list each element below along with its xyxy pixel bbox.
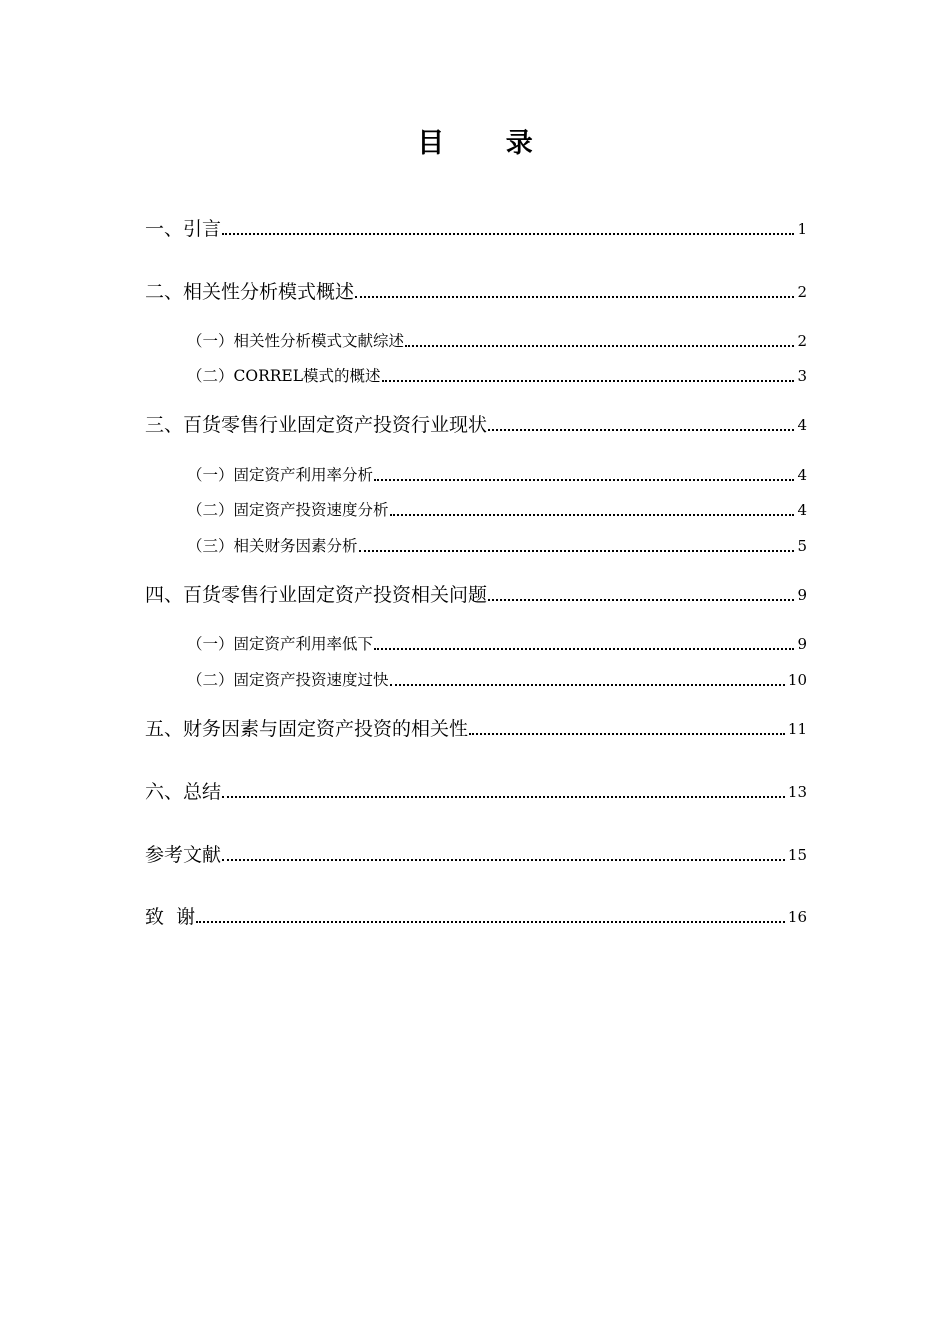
toc-leader-dots — [488, 598, 794, 601]
toc-entry-page: 3 — [797, 367, 807, 385]
toc-entry-page: 4 — [797, 416, 807, 434]
toc-leader-dots — [469, 732, 785, 735]
toc-leader-dots — [488, 428, 794, 431]
toc-entry-label: 二、相关性分析模式概述 — [145, 281, 355, 303]
toc-leader-dots — [222, 795, 785, 798]
toc-leader-dots — [222, 858, 785, 861]
toc-entry-label: （三）相关财务因素分析 — [187, 537, 358, 555]
toc-entry[interactable] — [145, 578, 807, 608]
toc-leader-dots — [196, 920, 785, 923]
toc-entry-label: 四、百货零售行业固定资产投资相关问题 — [145, 584, 488, 606]
toc-entry-page: 1 — [797, 220, 807, 238]
toc-entry-page: 2 — [797, 283, 807, 301]
toc-entry-label: （二）固定资产投资速度分析 — [187, 501, 389, 519]
toc-leader-dots — [355, 295, 794, 298]
toc-entry[interactable] — [145, 712, 807, 742]
toc-entry-page: 15 — [787, 846, 807, 864]
toc-leader-dots — [390, 513, 795, 516]
toc-entry-label: （二）固定资产投资速度过快 — [187, 671, 389, 689]
toc-entry-page: 5 — [797, 537, 807, 555]
toc-entry-label: 三、百货零售行业固定资产投资行业现状 — [145, 414, 488, 436]
toc-leader-dots — [382, 379, 795, 382]
toc-entry[interactable] — [145, 900, 807, 930]
toc-entry-page: 16 — [787, 908, 807, 926]
toc-entry-page: 13 — [787, 783, 807, 801]
toc-entry[interactable] — [187, 359, 807, 389]
toc-entry[interactable] — [145, 212, 807, 242]
toc-leader-dots — [390, 683, 785, 686]
toc-entry[interactable] — [187, 529, 807, 559]
toc-entry-label: 五、财务因素与固定资产投资的相关性 — [145, 718, 469, 740]
toc-entry[interactable] — [187, 324, 807, 354]
toc-leader-dots — [405, 344, 794, 347]
toc-entry-page: 4 — [797, 501, 807, 519]
toc-entry-label: 参考文献 — [145, 844, 222, 866]
toc-entry[interactable] — [145, 838, 807, 868]
toc-entry-label: （二）CORREL模式的概述 — [187, 367, 381, 385]
toc-entry-page: 4 — [797, 466, 807, 484]
toc-entry-page: 9 — [797, 586, 807, 604]
toc-leader-dots — [374, 478, 794, 481]
toc-entry[interactable] — [145, 775, 807, 805]
toc-entry[interactable] — [187, 493, 807, 523]
toc-entry-label: 六、总结 — [145, 781, 222, 803]
toc-title: 目 录 — [417, 128, 559, 159]
toc-entry-page: 2 — [797, 332, 807, 350]
toc-entry[interactable] — [187, 627, 807, 657]
toc-entry-page: 11 — [787, 720, 807, 738]
toc-entry[interactable] — [145, 408, 807, 438]
toc-entry-label: （一）固定资产利用率低下 — [187, 635, 374, 653]
toc-leader-dots — [222, 232, 794, 235]
toc-entry[interactable] — [187, 663, 807, 693]
toc-leader-dots — [374, 647, 794, 650]
toc-entry-page: 10 — [787, 671, 807, 689]
toc-entry-page: 9 — [797, 635, 807, 653]
toc-entry[interactable] — [187, 458, 807, 488]
toc-entry-label: （一）相关性分析模式文献综述 — [187, 332, 405, 350]
toc-entry-label: 一、引言 — [145, 218, 222, 240]
toc-entry-label: （一）固定资产利用率分析 — [187, 466, 374, 484]
toc-entry-label: 致 谢 — [145, 906, 196, 928]
toc-leader-dots — [359, 549, 795, 552]
toc-entry[interactable] — [145, 275, 807, 305]
